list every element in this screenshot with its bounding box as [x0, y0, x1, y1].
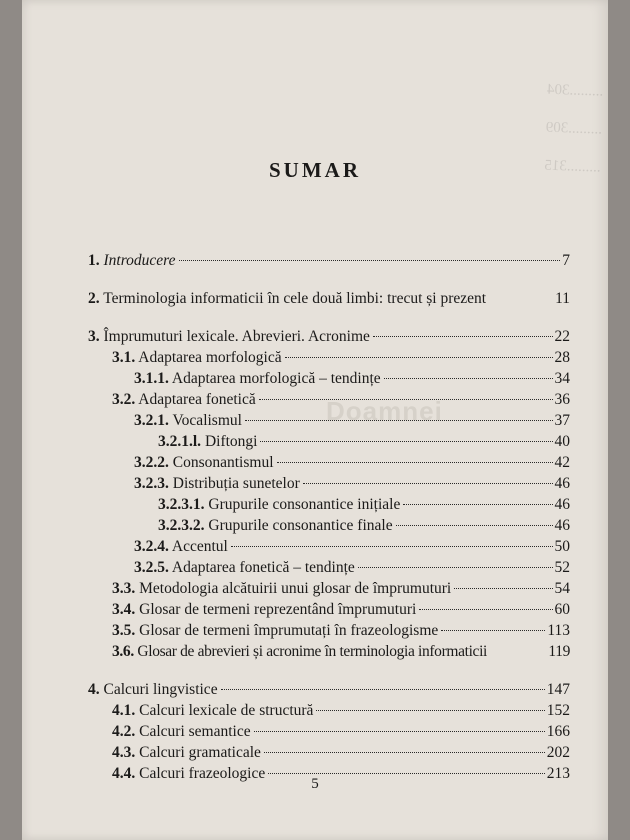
toc-entry-number: 3.2.3.: [134, 475, 169, 492]
toc-entry-title: Calcuri lexicale de structură: [139, 702, 314, 719]
toc-entry-page: 54: [554, 580, 570, 597]
dot-leader: [403, 504, 552, 505]
toc-entry-number: 3.2.2.: [134, 454, 169, 471]
toc-entry: [88, 473, 570, 494]
toc-entry-number: 3.6.: [112, 643, 134, 660]
toc-entry: [88, 700, 570, 721]
toc-entry-title: Adaptarea fonetică – tendințe: [171, 559, 355, 576]
dot-leader: [454, 588, 552, 589]
toc-entry-page: 46: [554, 517, 570, 534]
toc-entry: [88, 641, 570, 662]
toc-entry-page: 46: [554, 475, 570, 492]
toc-entry-title: Împrumuturi lexicale. Abrevieri. Acronime: [103, 328, 370, 345]
toc-entry: [88, 431, 570, 452]
toc-entry-number: 3.: [88, 328, 100, 345]
dot-leader: [260, 441, 552, 442]
page-number: 5: [311, 776, 319, 792]
toc-entry-number: 3.2.3.2.: [158, 517, 205, 534]
toc-entry: [88, 620, 570, 641]
toc-entry-number: 1.: [88, 252, 100, 269]
toc-entry-number: 4.: [88, 681, 100, 698]
dot-leader: [254, 731, 545, 732]
toc-entry-page: 46: [554, 496, 570, 513]
toc-entry-page: 40: [554, 433, 570, 450]
toc-entry-title: Grupurile consonantice inițiale: [208, 496, 401, 513]
dot-leader: [277, 462, 553, 463]
toc-entry-title: Calcuri gramaticale: [139, 744, 261, 761]
toc-entry-number: 3.2.5.: [134, 559, 169, 576]
toc-entry-page: 166: [546, 723, 570, 740]
dot-leader: [384, 378, 553, 379]
toc-entry-page: 213: [546, 765, 570, 782]
toc-entry-page: 7: [562, 252, 570, 269]
dot-leader: [264, 752, 545, 753]
toc-entry: [88, 494, 570, 515]
toc-entry-page: 28: [554, 349, 570, 366]
toc-entry-title: Glosar de termeni reprezentând împrumuturi: [139, 601, 417, 618]
toc-entry-page: 42: [554, 454, 570, 471]
show-through-text: .........304 .........309 .........315: [544, 81, 604, 176]
toc-entry-number: 3.2.4.: [134, 538, 169, 555]
toc-entry-page: 152: [546, 702, 570, 719]
toc-entry: [88, 389, 570, 410]
toc-entry-title: Adaptarea fonetică: [138, 391, 256, 408]
toc-entry: [88, 410, 570, 431]
dot-leader: [441, 630, 545, 631]
toc-entry-number: 3.2.1.l.: [158, 433, 202, 450]
toc-entry-page: 22: [554, 328, 570, 345]
toc-entry-title: Vocalismul: [172, 412, 242, 429]
dot-leader: [316, 710, 544, 711]
toc-entry-number: 3.3.: [112, 580, 136, 597]
page-title: SUMAR: [269, 158, 361, 182]
toc-entry-number: 3.5.: [112, 622, 136, 639]
toc-entry: [88, 721, 570, 742]
toc-entry-number: 4.3.: [112, 744, 136, 761]
toc-entry-title: Glosar de termeni împrumutați în frazeologisme: [139, 622, 439, 639]
toc-entry-number: 3.2.3.1.: [158, 496, 205, 513]
book-page: [22, 0, 608, 840]
dot-leader: [373, 336, 553, 337]
dot-leader: [419, 609, 552, 610]
dot-leader: [268, 773, 545, 774]
toc-entry: [88, 578, 570, 599]
toc-entry: [88, 368, 570, 389]
toc-entry-title: Adaptarea morfologică – tendințe: [171, 370, 381, 387]
toc-entry-number: 4.4.: [112, 765, 136, 782]
toc-entry-number: 3.1.1.: [134, 370, 169, 387]
toc-entry-page: 119: [548, 643, 570, 660]
toc-entry-page: 50: [554, 538, 570, 555]
toc-entry-page: 60: [554, 601, 570, 618]
toc-entry-number: 3.4.: [112, 601, 136, 618]
toc-entry-number: 3.2.: [112, 391, 136, 408]
toc-entry: [88, 452, 570, 473]
toc-entry-number: 4.1.: [112, 702, 136, 719]
dot-leader: [358, 567, 553, 568]
toc-entry: [88, 536, 570, 557]
dot-leader: [259, 399, 553, 400]
toc-entry-title: Consonantismul: [172, 454, 274, 471]
toc-entry-page: 34: [554, 370, 570, 387]
toc-entry: [88, 515, 570, 536]
toc-entry: [88, 250, 570, 271]
toc-entry-page: 113: [547, 622, 570, 639]
dot-leader: [285, 357, 553, 358]
toc-entry-title: Calcuri frazeologice: [139, 765, 266, 782]
toc-entry-title: Adaptarea morfologică: [138, 349, 282, 366]
toc-entry-number: 3.1.: [112, 349, 136, 366]
toc-entry: [88, 557, 570, 578]
toc-entry-title: Grupurile consonantice finale: [208, 517, 393, 534]
toc-entry-title: Calcuri lingvistice: [103, 681, 218, 698]
toc-entry-title: Diftongi: [204, 433, 258, 450]
toc-entry: [88, 679, 570, 700]
dot-leader: [245, 420, 553, 421]
dot-leader: [221, 689, 545, 690]
toc-entry: [88, 288, 570, 309]
toc-entry-number: 2.: [88, 290, 100, 307]
toc-entry-title: Accentul: [171, 538, 228, 555]
toc-entry-page: 11: [555, 290, 570, 307]
toc-entry-number: 4.2.: [112, 723, 136, 740]
dot-leader: [303, 483, 553, 484]
toc-entry-number: 3.2.1.: [134, 412, 169, 429]
toc-entry: [88, 326, 570, 347]
toc-entry: [88, 742, 570, 763]
toc-entry-page: 36: [554, 391, 570, 408]
toc-entry-title: Calcuri semantice: [139, 723, 251, 740]
toc-entry-title: Distribuția sunetelor: [172, 475, 300, 492]
dot-leader: [396, 525, 553, 526]
table-of-contents: [88, 250, 570, 784]
toc-entry-title: Glosar de abrevieri și acronime în terminologia informaticii: [137, 643, 487, 660]
toc-entry-page: 52: [554, 559, 570, 576]
dot-leader: [231, 546, 553, 547]
toc-entry-title: Terminologia informaticii în cele două limbi: trecut și prezent: [103, 290, 487, 307]
dot-leader: [179, 260, 561, 261]
watermark-logo: Doamnei: [326, 396, 443, 426]
toc-entry-title: Metodologia alcătuirii unui glosar de împrumuturi: [139, 580, 452, 597]
toc-entry-title: Introducere: [103, 252, 176, 269]
toc-entry: [88, 599, 570, 620]
toc-entry-page: 202: [546, 744, 570, 761]
toc-entry-page: 37: [554, 412, 570, 429]
toc-entry: [88, 347, 570, 368]
toc-entry-page: 147: [546, 681, 570, 698]
